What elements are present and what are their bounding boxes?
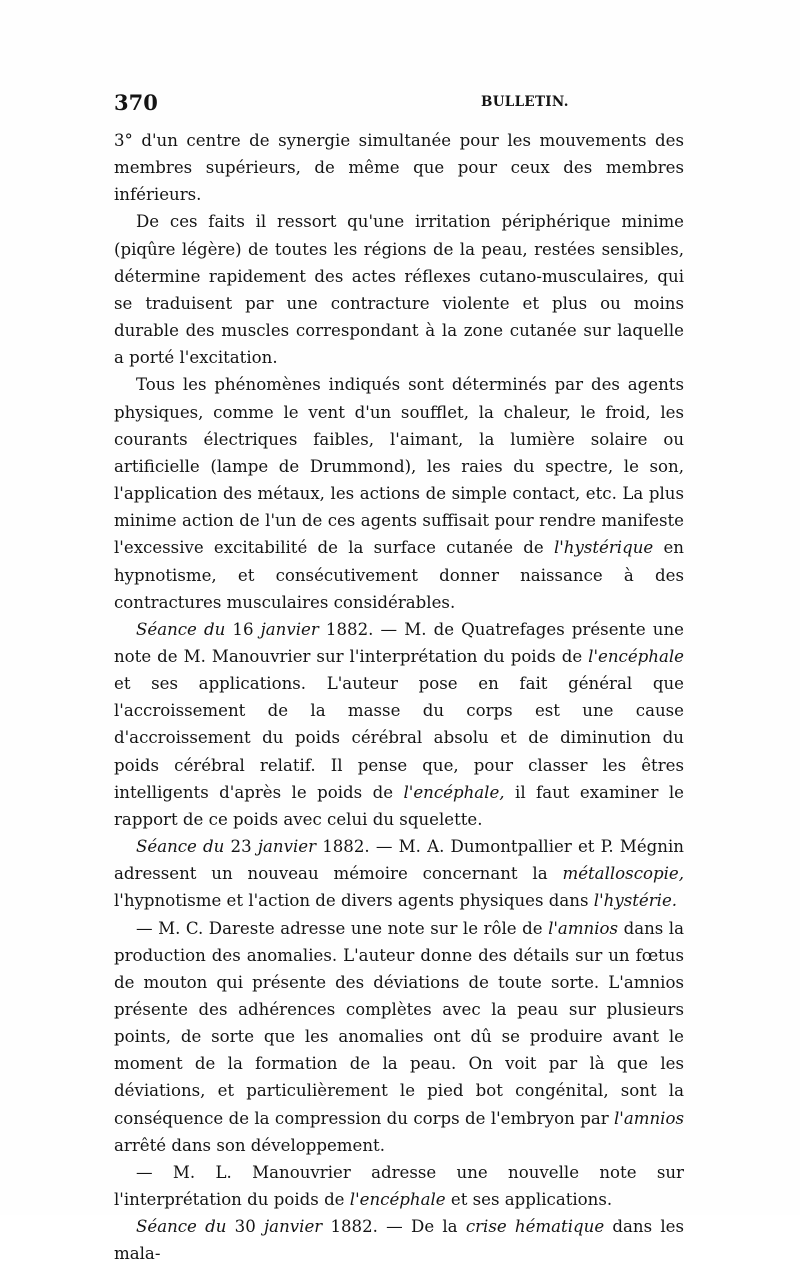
paragraph-agents-physiques: Tous les phénomènes indiqués sont déterminés par des agents physiques, comme le vent d'un soufflet, la chaleur, le froid, les courants électriques faibles, l'aimant, la lumière solaire ou artificielle (lampe de Drummond), les raies du spectre, le son, l'application des métaux, les actions de simple contact, etc. La plus minime action de l'un de ces agents suffisait pour rendre manifeste l'excessive excitabilité de la surface cutanée de l'hystérique en hypnotisme, et consécutivement donner naissance à des contractures musculaires considérables. xyxy=(114,375,684,612)
paragraph-seance-23-janvier: Séance du 23 janvier 1882. — M. A. Dumontpallier et P. Mégnin adressent un nouveau mémoire concernant la métalloscopie, l'hypnotisme et l'action de divers agents physiques dans l'hystérie. xyxy=(114,837,684,911)
running-title: BULLETIN. xyxy=(481,94,569,110)
paragraph-dareste-amnios: — M. C. Dareste adresse une note sur le rôle de l'amnios dans la production des anomalies. L'auteur donne des détails sur un fœtus de mouton qui présente des déviations de toute sorte. L'amnios présente des adhérences complètes avec la peau sur plusieurs points, de sorte que les anomalies ont dû se produire avant le moment de la formation de la peau. On voit par là que les déviations, et particulièrement le pied bot congénital, sont la conséquence de la compression du corps de l'embryon par l'amnios arrêté dans son développement. xyxy=(114,918,685,1155)
paragraph-synergie: 3° d'un centre de synergie simultanée pour les mouvements des membres supérieurs, de même que pour ceux des membres inférieurs. xyxy=(114,131,684,205)
paragraph-seance-16-janvier: Séance du 16 janvier 1882. — M. de Quatrefages présente une note de M. Manouvrier sur l'interprétation du poids de l'encéphale et ses applications. L'auteur pose en fait général que l'accroissement de la masse du corps est une cause d'accroissement du poids cérébral absolu et de diminution du poids cérébral relatif. Il pense que, pour classer les êtres intelligents d'après le poids de l'encéphale, il faut examiner le rapport de ce poids avec celui du squelette. xyxy=(114,619,684,829)
paragraph-irritation: De ces faits il ressort qu'une irritation périphérique minime (piqûre légère) de toutes les régions de la peau, restées sensibles, détermine rapidement des actes réflexes cutano-musculaires, qui se traduisent par une contracture violente et plus ou moins durable des muscles correspondant à la zone cutanée sur laquelle a porté l'excitation. xyxy=(114,212,684,368)
body-text xyxy=(114,127,684,1268)
paragraph-manouvrier-note: — M. L. Manouvrier adresse une nouvelle note sur l'interprétation du poids de l'encéphale et ses applications. xyxy=(114,1162,684,1210)
page-header xyxy=(114,90,684,130)
paragraph-seance-30-janvier: Séance du 30 janvier 1882. — De la crise hématique dans les mala- xyxy=(114,1217,685,1264)
page-number: 370 xyxy=(114,90,158,115)
